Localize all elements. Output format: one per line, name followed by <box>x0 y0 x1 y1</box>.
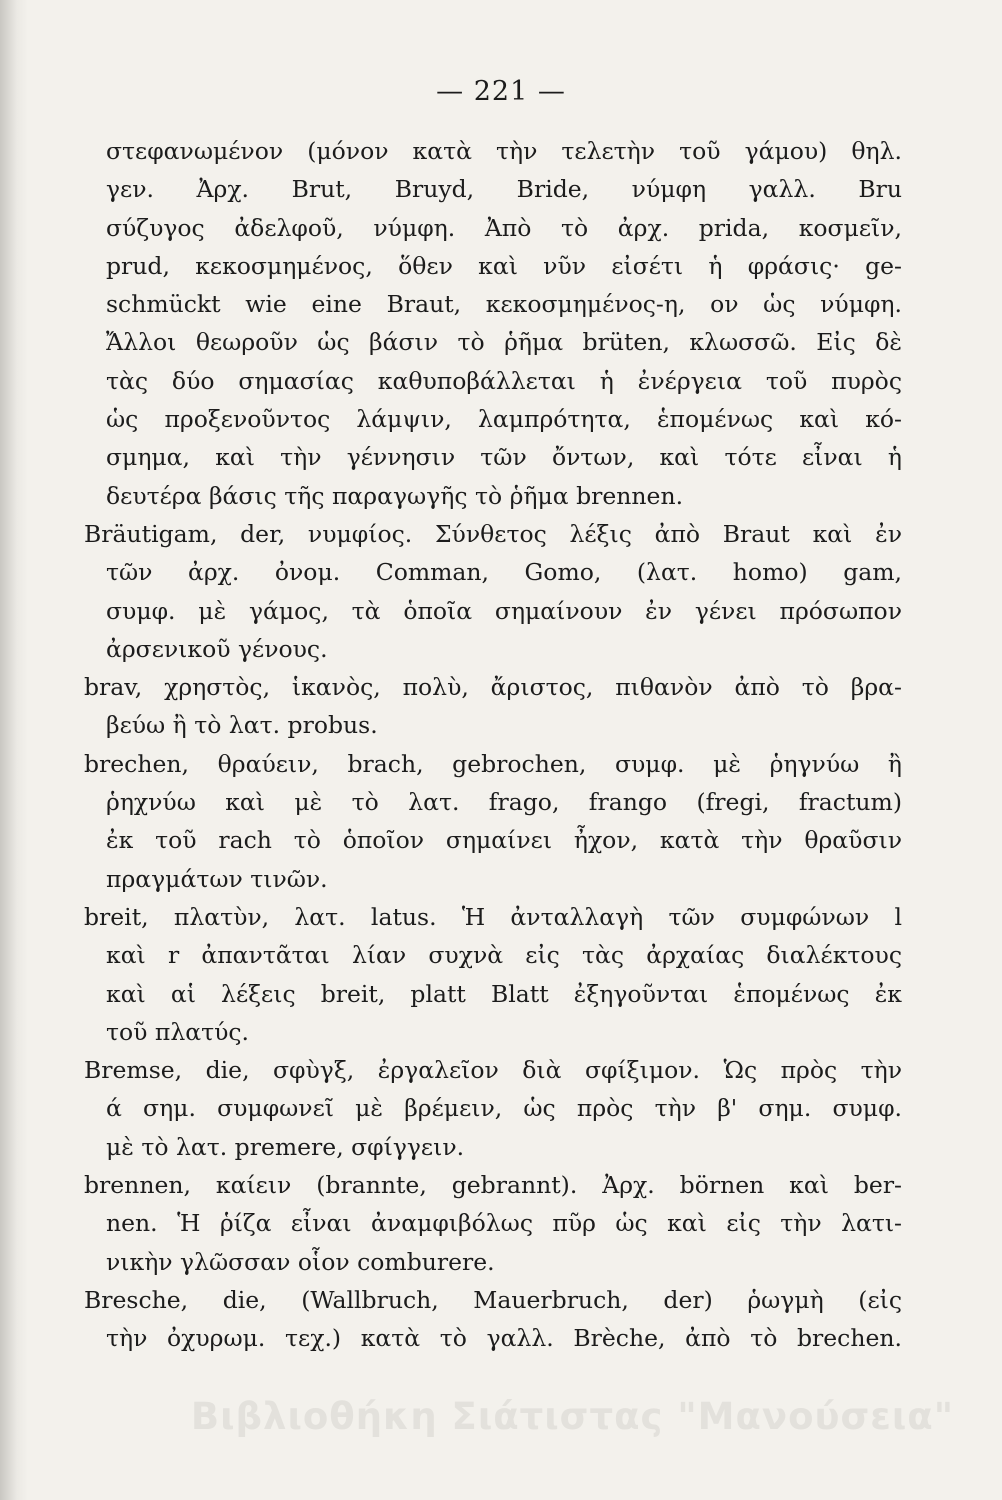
page-edge <box>0 0 28 1500</box>
text-line: schmückt wie eine Braut, κεκοσμημένος-η, ον ὡς νύμφη. <box>106 290 902 319</box>
text-line: ῥηχνύω καὶ μὲ τὸ λατ. frago, frango (fregi, fractum) <box>106 788 902 817</box>
text-line: prud, κεκοσμημένος, ὅθεν καὶ νῦν εἰσέτι ἡ φράσις· ge- <box>106 251 902 280</box>
text-line: τῶν ἀρχ. ὀνομ. Comman, Gomo, (λατ. homo) gam, <box>106 558 902 587</box>
text-line: τοῦ πλατύς. <box>106 1017 250 1046</box>
text-line: Bresche, die, (Wallbruch, Mauerbruch, der) ῥωγμὴ (εἰς <box>84 1285 902 1314</box>
text-line: καὶ r ἀπαντᾶται λίαν συχνὰ εἰς τὰς ἀρχαίας διαλέκτους <box>106 941 902 970</box>
text-line: γεν. Ἀρχ. Brut, Bruyd, Bride, νύμφη γαλλ. Bru <box>106 175 902 204</box>
text-line: σύζυγος ἀδελφοῦ, νύμφη. Ἀπὸ τὸ ἀρχ. prida, κοσμεῖν, <box>106 213 902 242</box>
text-line: nen. Ἡ ῥίζα εἶναι ἀναμφιβόλως πῦρ ὡς καὶ εἰς τὴν λατι- <box>106 1209 902 1238</box>
library-watermark: Βιβλιοθήκη Σιάτιστας "Μανούσεια" <box>190 1395 954 1438</box>
text-line: βεύω ἢ τὸ λατ. probus. <box>106 711 378 740</box>
page-number: — 221 — <box>436 76 566 107</box>
text-line: ὡς προξενοῦντος λάμψιν, λαμπρότητα, ἑπομένως καὶ κό- <box>106 405 902 434</box>
text-line: σμημα, καὶ τὴν γέννησιν τῶν ὄντων, καὶ τότε εἶναι ἡ <box>106 443 902 472</box>
text-line: μὲ τὸ λατ. premere, σφίγγειν. <box>106 1132 465 1161</box>
text-line: συμφ. μὲ γάμος, τὰ ὁποῖα σημαίνουν ἐν γένει πρόσωπον <box>106 596 902 625</box>
text-line: ἀρσενικοῦ γένους. <box>106 634 328 663</box>
text-line: στεφανωμένον (μόνον κατὰ τὴν τελετὴν τοῦ γάμου) θηλ. <box>106 137 902 165</box>
text-line: πραγμάτων τινῶν. <box>106 864 328 893</box>
text-line: brechen, θραύειν, brach, gebrochen, συμφ. μὲ ῥηγνύω ἢ <box>84 749 902 778</box>
text-line: τὰς δύο σημασίας καθυποβάλλεται ἡ ἐνέργεια τοῦ πυρὸς <box>106 366 902 395</box>
page-text <box>84 132 902 1358</box>
text-line: δευτέρα βάσις τῆς παραγωγῆς τὸ ῥῆμα brennen. <box>106 481 684 510</box>
text-line: Ἄλλοι θεωροῦν ὡς βάσιν τὸ ῥῆμα brüten, κλωσσῶ. Εἰς δὲ <box>106 328 902 357</box>
text-line: ἐκ τοῦ rach τὸ ὁποῖον σημαίνει ἦχον, κατὰ τὴν θραῦσιν <box>106 826 902 855</box>
text-line: καὶ αἱ λέξεις breit, platt Blatt ἐξηγοῦνται ἑπομένως ἐκ <box>106 979 902 1008</box>
text-line: brennen, καίειν (brannte, gebrannt). Ἀρχ. börnen καὶ ber- <box>84 1171 902 1200</box>
text-line: νικὴν γλῶσσαν οἷον comburere. <box>106 1247 495 1276</box>
text-line: brav, χρηστὸς, ἱκανὸς, πολὺ, ἄριστος, πιθανὸν ἀπὸ τὸ βρα- <box>84 673 902 702</box>
text-line: Bräutigam, der, νυμφίος. Σύνθετος λέξις ἀπὸ Braut καὶ ἐν <box>84 519 902 548</box>
text-line: breit, πλατὺν, λατ. latus. Ἡ ἀνταλλαγὴ τῶν συμφώνων l <box>84 902 902 931</box>
text-line: ά σημ. συμφωνεῖ μὲ βρέμειν, ὡς πρὸς τὴν β' σημ. συμφ. <box>106 1094 902 1123</box>
text-line: τὴν ὀχυρωμ. τεχ.) κατὰ τὸ γαλλ. Brèche, ἀπὸ τὸ brechen. <box>106 1324 902 1353</box>
text-line: Bremse, die, σφὺγξ, ἐργαλεῖον διὰ σφίξιμον. Ὡς πρὸς τὴν <box>84 1056 902 1085</box>
